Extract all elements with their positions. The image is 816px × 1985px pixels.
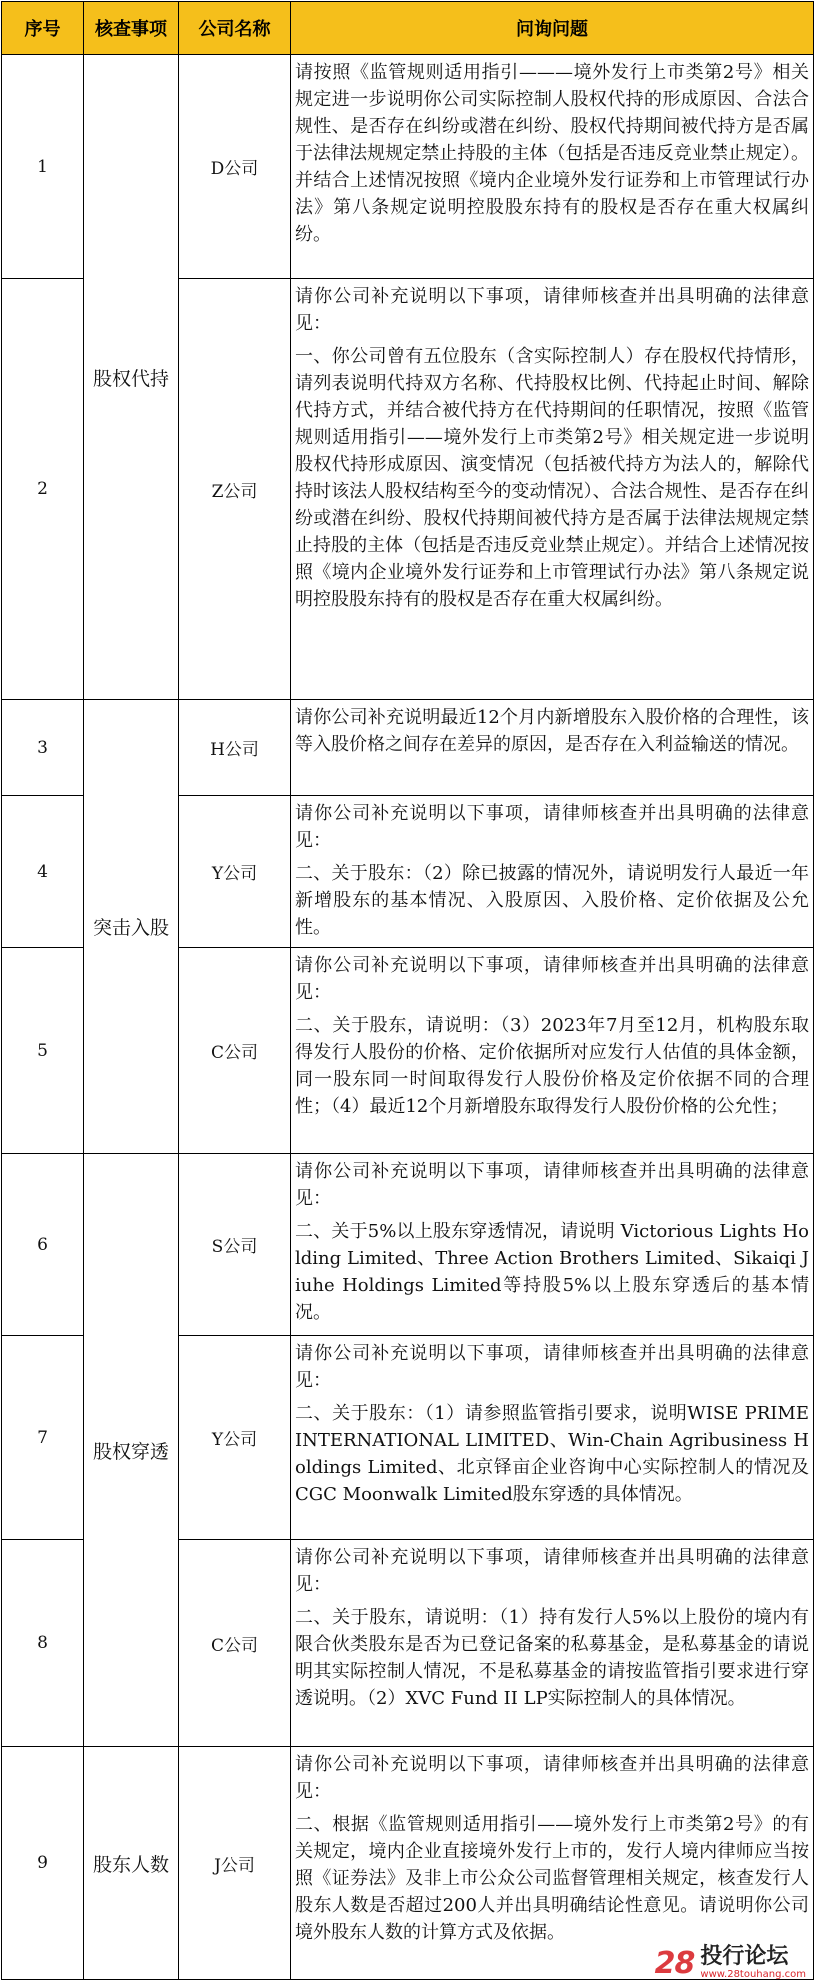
company-name: J公司	[179, 1747, 291, 1980]
table-row	[2, 1154, 814, 1336]
header-question: 问询问题	[291, 2, 814, 55]
row-no: 9	[2, 1747, 84, 1980]
row-no: 5	[2, 948, 84, 1154]
topic-shareholder-count: 股东人数	[84, 1747, 179, 1980]
table-row	[2, 55, 814, 279]
question-paragraph: 请你公司补充说明以下事项，请律师核查并出具明确的法律意见：	[295, 286, 809, 334]
header-topic: 核查事项	[84, 2, 179, 55]
question-cell	[291, 1154, 814, 1336]
question-cell	[291, 796, 814, 948]
question-paragraph: 请按照《监管规则适用指引———境外发行上市类第2号》相关规定进一步说明你公司实际控制人股权代持的形成原因、合法合规性、是否存在纠纷或潜在纠纷、股权代持期间被代持方是否属于法律法规规定禁止持股的主体（包括是否违反竞业禁止规定）。并结合上述情况按照《境内企业境外发行证券和上市管理试行办法》第八条规定说明控股股东持有的股权是否存在重大权属纠纷。	[295, 62, 809, 245]
watermark-text	[700, 1945, 806, 1981]
topic-penetration: 股权穿透	[84, 1154, 179, 1747]
question-cell	[291, 948, 814, 1154]
row-no: 4	[2, 796, 84, 948]
question-paragraph: 请你公司补充说明以下事项，请律师核查并出具明确的法律意见：	[295, 1161, 809, 1209]
question-cell	[291, 1540, 814, 1747]
company-name: C公司	[179, 948, 291, 1154]
watermark-name: 投行论坛	[700, 1944, 789, 1969]
company-name: H公司	[179, 700, 291, 796]
question-cell	[291, 1336, 814, 1540]
question-paragraph: 二、根据《监管规则适用指引——境外发行上市类第2号》的有关规定，境内企业直接境外发行上市的，发行人境内律师应当按照《证券法》及非上市公众公司监督管理相关规定，核查发行人股东人数是否超过200人并出具明确结论性意见。请说明你公司境外股东人数的计算方式及依据。	[295, 1814, 809, 1943]
header-company: 公司名称	[179, 2, 291, 55]
company-name: Z公司	[179, 279, 291, 700]
row-no: 2	[2, 279, 84, 700]
question-paragraph: 请你公司补充说明最近12个月内新增股东入股价格的合理性，该等入股价格之间存在差异的原因，是否存在入利益输送的情况。	[295, 707, 809, 755]
question-paragraph: 请你公司补充说明以下事项，请律师核查并出具明确的法律意见：	[295, 1547, 809, 1595]
company-name: S公司	[179, 1154, 291, 1336]
topic-equity-holding: 股权代持	[84, 55, 179, 700]
question-cell	[291, 700, 814, 796]
question-paragraph: 一、你公司曾有五位股东（含实际控制人）存在股权代持情形，请列表说明代持双方名称、代持股权比例、代持起止时间、解除代持方式，并结合被代持方在代持期间的任职情况，按照《监管规则适用指引——境外发行上市类第2号》相关规定进一步说明股权代持形成原因、演变情况（包括被代持方为法人的，解除代持时该法人股权结构至今的变动情况）、合法合规性、是否存在纠纷或潜在纠纷、股权代持期间被代持方是否属于法律法规规定禁止持股的主体（包括是否违反竞业禁止规定）。并结合上述情况按照《境内企业境外发行证券和上市管理试行办法》第八条规定说明控股股东持有的股权是否存在重大权属纠纷。	[295, 346, 809, 610]
question-paragraph: 请你公司补充说明以下事项，请律师核查并出具明确的法律意见：	[295, 1754, 809, 1802]
question-paragraph: 请你公司补充说明以下事项，请律师核查并出具明确的法律意见：	[295, 803, 809, 851]
row-no: 3	[2, 700, 84, 796]
question-paragraph: 二、关于5%以上股东穿透情况，请说明 Victorious Lights Holding Limited、Three Action Brothers Limited、Sikaiqi Jiuhe Holdings Limited等持股5%以上股东穿透后的基本情况。	[295, 1221, 809, 1323]
company-name: C公司	[179, 1540, 291, 1747]
question-cell	[291, 55, 814, 279]
question-paragraph: 请你公司补充说明以下事项，请律师核查并出具明确的法律意见：	[295, 955, 809, 1003]
header-no: 序号	[2, 2, 84, 55]
company-name: Y公司	[179, 796, 291, 948]
watermark-url: www.28touhang.com	[700, 1969, 806, 1980]
question-paragraph: 二、关于股东：（1）请参照监管指引要求，说明WISE PRIME INTERNATIONAL LIMITED、Win-Chain Agribusiness Holdings Limited、北京铎亩企业咨询中心实际控制人的情况及CGC Moonwalk Limited股东穿透的具体情况。	[295, 1403, 809, 1505]
header-row	[2, 2, 814, 55]
watermark-logo	[655, 1945, 806, 1981]
question-paragraph: 二、关于股东，请说明：（1）持有发行人5%以上股份的境内有限合伙类股东是否为已登记备案的私募基金，是私募基金的请说明其实际控制人情况，不是私募基金的请按监管指引要求进行穿透说明。（2）XVC Fund II LP实际控制人的具体情况。	[295, 1607, 809, 1709]
row-no: 1	[2, 55, 84, 279]
inquiry-table	[1, 1, 814, 1980]
row-no: 8	[2, 1540, 84, 1747]
company-name: D公司	[179, 55, 291, 279]
watermark-mark: 28	[654, 1945, 695, 1981]
row-no: 7	[2, 1336, 84, 1540]
table-row	[2, 700, 814, 796]
company-name: Y公司	[179, 1336, 291, 1540]
question-paragraph: 二、关于股东，请说明：（3）2023年7月至12月，机构股东取得发行人股份的价格、定价依据所对应发行人估值的具体金额，同一股东同一时间取得发行人股份价格及定价依据不同的合理性；（4）最近12个月新增股东取得发行人股份价格的公允性；	[295, 1015, 809, 1117]
question-paragraph: 二、关于股东：（2）除已披露的情况外，请说明发行人最近一年新增股东的基本情况、入股原因、入股价格、定价依据及公允性。	[295, 863, 809, 938]
question-cell	[291, 279, 814, 700]
topic-sudden-entry: 突击入股	[84, 700, 179, 1154]
question-paragraph: 请你公司补充说明以下事项，请律师核查并出具明确的法律意见：	[295, 1343, 809, 1391]
row-no: 6	[2, 1154, 84, 1336]
